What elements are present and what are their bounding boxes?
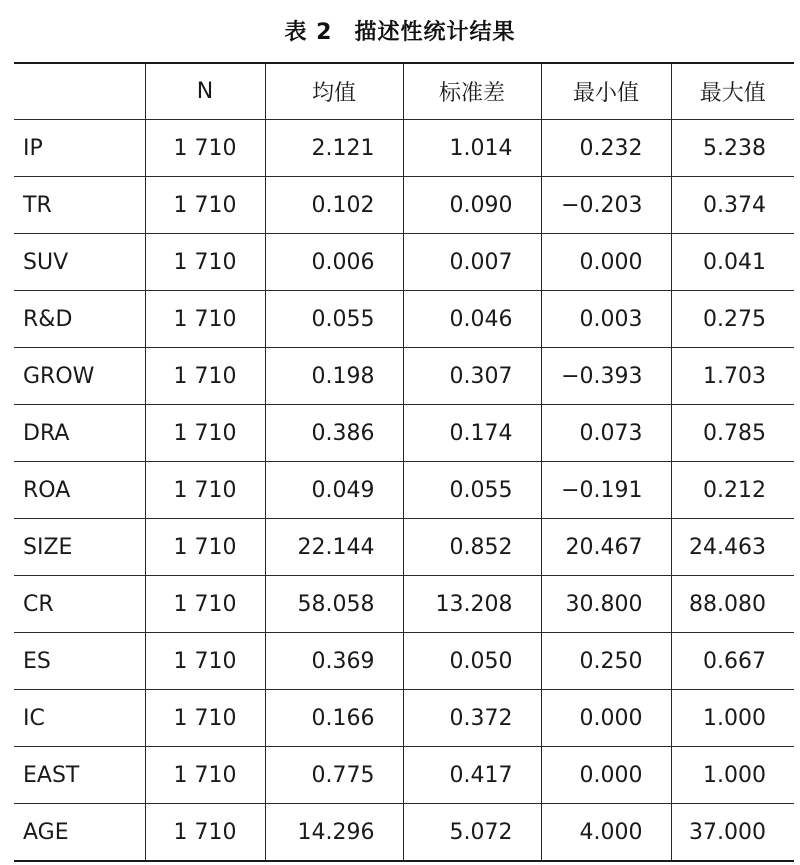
min-value: 0.000 [541, 690, 671, 747]
n-value: 1 710 [145, 804, 265, 862]
min-value: 4.000 [541, 804, 671, 862]
descriptive-statistics-table [14, 62, 794, 862]
variable-name: CR [14, 576, 145, 633]
n-value: 1 710 [145, 633, 265, 690]
variable-name: SIZE [14, 519, 145, 576]
table-row [14, 405, 794, 462]
table-row [14, 291, 794, 348]
max-value: 0.785 [671, 405, 794, 462]
n-value: 1 710 [145, 747, 265, 804]
mean-value: 2.121 [265, 120, 403, 177]
variable-name: SUV [14, 234, 145, 291]
max-value: 1.000 [671, 747, 794, 804]
std-value: 1.014 [403, 120, 541, 177]
n-value: 1 710 [145, 462, 265, 519]
min-value: 0.000 [541, 234, 671, 291]
min-value: −0.203 [541, 177, 671, 234]
std-value: 0.852 [403, 519, 541, 576]
variable-name: ROA [14, 462, 145, 519]
table-row [14, 462, 794, 519]
table-row [14, 690, 794, 747]
mean-value: 0.775 [265, 747, 403, 804]
std-value: 0.417 [403, 747, 541, 804]
max-value: 0.212 [671, 462, 794, 519]
table-number: 表 2 [284, 20, 333, 45]
min-value: 20.467 [541, 519, 671, 576]
mean-value: 58.058 [265, 576, 403, 633]
table-caption [0, 0, 800, 62]
std-value: 0.055 [403, 462, 541, 519]
mean-value: 0.386 [265, 405, 403, 462]
variable-name: AGE [14, 804, 145, 862]
std-value: 0.174 [403, 405, 541, 462]
max-value: 0.041 [671, 234, 794, 291]
mean-value: 0.369 [265, 633, 403, 690]
table-row [14, 519, 794, 576]
table-row [14, 120, 794, 177]
min-value: 30.800 [541, 576, 671, 633]
table-row [14, 747, 794, 804]
n-value: 1 710 [145, 519, 265, 576]
mean-value: 0.055 [265, 291, 403, 348]
table-row [14, 348, 794, 405]
mean-value: 0.102 [265, 177, 403, 234]
min-value: 0.232 [541, 120, 671, 177]
variable-name: EAST [14, 747, 145, 804]
table-row [14, 576, 794, 633]
variable-name: ES [14, 633, 145, 690]
min-value: 0.003 [541, 291, 671, 348]
variable-name: GROW [14, 348, 145, 405]
header-max: 最大值 [671, 63, 794, 120]
n-value: 1 710 [145, 291, 265, 348]
max-value: 37.000 [671, 804, 794, 862]
n-value: 1 710 [145, 120, 265, 177]
variable-name: DRA [14, 405, 145, 462]
header-row [14, 63, 794, 120]
n-value: 1 710 [145, 405, 265, 462]
max-value: 5.238 [671, 120, 794, 177]
mean-value: 14.296 [265, 804, 403, 862]
std-value: 0.007 [403, 234, 541, 291]
header-mean: 均值 [265, 63, 403, 120]
table-row [14, 633, 794, 690]
std-value: 5.072 [403, 804, 541, 862]
n-value: 1 710 [145, 234, 265, 291]
max-value: 0.667 [671, 633, 794, 690]
mean-value: 0.166 [265, 690, 403, 747]
std-value: 0.307 [403, 348, 541, 405]
std-value: 0.050 [403, 633, 541, 690]
mean-value: 0.198 [265, 348, 403, 405]
min-value: −0.191 [541, 462, 671, 519]
max-value: 1.703 [671, 348, 794, 405]
table-title: 描述性统计结果 [354, 20, 516, 45]
n-value: 1 710 [145, 348, 265, 405]
header-std: 标准差 [403, 63, 541, 120]
header-n: N [145, 63, 265, 120]
variable-name: IP [14, 120, 145, 177]
table-row [14, 234, 794, 291]
variable-name: TR [14, 177, 145, 234]
min-value: −0.393 [541, 348, 671, 405]
min-value: 0.000 [541, 747, 671, 804]
mean-value: 22.144 [265, 519, 403, 576]
min-value: 0.250 [541, 633, 671, 690]
min-value: 0.073 [541, 405, 671, 462]
variable-name: IC [14, 690, 145, 747]
variable-name: R&D [14, 291, 145, 348]
table-row [14, 177, 794, 234]
std-value: 0.046 [403, 291, 541, 348]
mean-value: 0.049 [265, 462, 403, 519]
n-value: 1 710 [145, 177, 265, 234]
max-value: 24.463 [671, 519, 794, 576]
max-value: 1.000 [671, 690, 794, 747]
n-value: 1 710 [145, 690, 265, 747]
mean-value: 0.006 [265, 234, 403, 291]
std-value: 0.372 [403, 690, 541, 747]
n-value: 1 710 [145, 576, 265, 633]
max-value: 88.080 [671, 576, 794, 633]
header-variable [14, 63, 145, 120]
std-value: 0.090 [403, 177, 541, 234]
max-value: 0.275 [671, 291, 794, 348]
max-value: 0.374 [671, 177, 794, 234]
table-row [14, 804, 794, 862]
header-min: 最小值 [541, 63, 671, 120]
std-value: 13.208 [403, 576, 541, 633]
